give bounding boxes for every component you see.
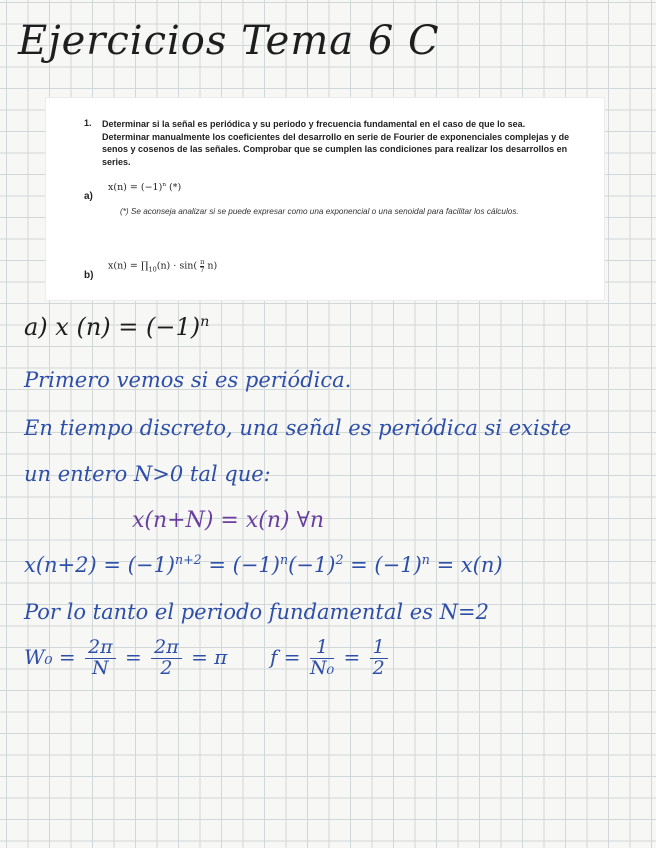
derivation-exp-1: n+2 [175,552,202,567]
omega-f1-den: N [92,656,109,679]
omega-lhs: W₀ = [24,644,76,669]
part-b-formula [108,259,217,273]
freq-f3-den: N₀ [309,656,335,679]
derivation-exp-3: 2 [335,552,344,567]
derivation-part-1: x(n+2) = (−1) [24,553,175,577]
problem-statement-image [46,98,604,300]
part-b-formula-rhs: n) [207,260,218,272]
periodicity-condition: x(n+N) = x(n) ∀n [132,508,325,533]
part-a-heading-exp: n [200,314,210,330]
derivation-exp-4: n [421,552,430,567]
part-b-formula-sub: 10 [148,265,157,274]
frequency-fraction-1 [310,638,334,679]
derivation-part-4: = (−1) [343,553,422,577]
problem-number: 1. [84,118,92,128]
frequency-fraction-2 [370,638,388,679]
frequency-line [24,638,391,679]
problem-statement-text: Determinar si la señal es periódica y su periodo y frecuencia fundamental en el caso de que lo sea. Determinar manualmente los coeficientes del desarrollo en serie de Fourier de exponenciales complejas y de senos y cosenos de las señales. Comprobar que se cumplen las condiciones para realizar los desarrollos en series. [102,119,570,167]
omega-result: = π [191,644,228,669]
part-a-heading-text: a) x (n) = (−1) [24,313,201,341]
note-title: Ejercicios Tema 6 C [18,18,440,64]
note-line-2: En tiempo discreto, una señal es periódica si existe [24,416,572,440]
derivation-part-2: = (−1) [201,553,280,577]
part-a-formula-lhs: x(n) = (−1) [108,182,163,194]
part-b-label: b) [84,270,94,281]
part-b-frac-den: 7 [200,265,205,274]
part-a-formula-exp: n [162,182,166,188]
note-line-3: un entero N>0 tal que: [24,462,271,486]
omega-f2-den: 2 [160,656,173,679]
omega-fraction-1 [85,638,116,679]
part-a-heading [24,313,209,341]
derivation-part-5: = x(n) [429,553,503,577]
derivation-line [24,552,503,577]
part-a-formula-mark: (*) [169,182,182,194]
derivation-exp-2: n [279,552,289,567]
part-a-label: a) [84,191,93,202]
part-b-frac-num: π [200,258,205,266]
conclusion-line: Por lo tanto el periodo fundamental es N=2 [24,600,489,624]
frequency-lhs: f = [270,644,301,669]
note-line-1: Primero vemos si es periódica. [24,368,352,392]
part-a-formula [108,182,181,193]
derivation-part-3: (−1) [288,553,336,577]
freq-f4-num: 1 [370,638,388,659]
omega-eq-1: = [125,644,142,669]
omega-f2-num: 2π [151,638,182,659]
freq-f4-den: 2 [372,656,385,679]
part-a-note: (*) Se aconseja analizar si se puede expresar como una exponencial o una senoidal para facilitar los cálculos. [120,207,519,216]
frequency-eq: = [343,644,361,669]
part-b-formula-fraction [200,259,204,273]
freq-f3-num: 1 [310,638,334,659]
omega-f1-num: 2π [85,638,116,659]
part-b-formula-mid: (n) · sin( [156,260,198,272]
part-b-formula-lhs: x(n) = ∏ [108,260,149,272]
omega-fraction-2 [151,638,182,679]
